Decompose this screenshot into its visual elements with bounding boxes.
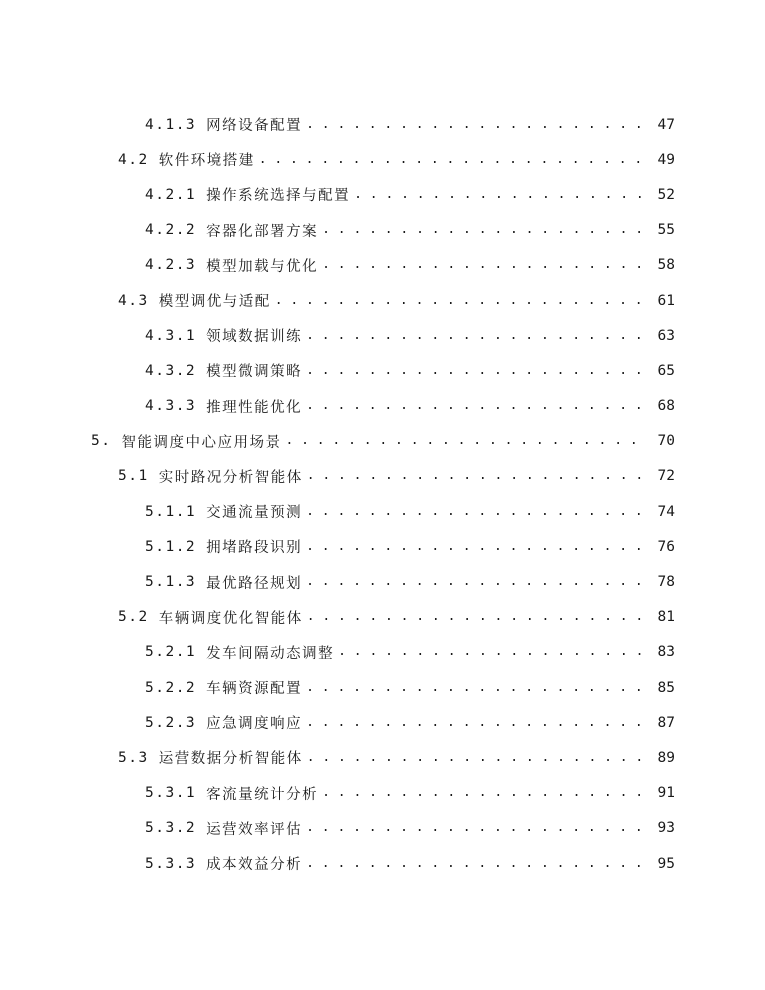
toc-entry-title: 智能调度中心应用场景 bbox=[121, 434, 282, 451]
toc-entry-number: 5.3.2 bbox=[145, 820, 197, 837]
toc-entry-title: 车辆调度优化智能体 bbox=[158, 610, 303, 627]
toc-dot-leader bbox=[259, 151, 645, 169]
toc-entry-page: 87 bbox=[657, 714, 675, 731]
toc-entry-title: 推理性能优化 bbox=[206, 399, 303, 416]
toc-entry-title: 软件环境搭建 bbox=[158, 153, 255, 170]
toc-entry-number: 5. bbox=[91, 433, 112, 450]
toc-entry[interactable] bbox=[0, 283, 765, 318]
toc-dot-leader bbox=[338, 643, 645, 661]
toc-dot-leader bbox=[306, 714, 645, 732]
toc-entry-title: 运营数据分析智能体 bbox=[158, 751, 303, 768]
toc-entry-number: 5.1.2 bbox=[145, 538, 197, 555]
toc-entry-page: 55 bbox=[657, 222, 675, 239]
toc-entry-page: 83 bbox=[657, 644, 675, 661]
toc-entry-page: 81 bbox=[657, 609, 675, 626]
toc-entry[interactable] bbox=[0, 494, 765, 529]
toc-entry-number: 4.3.3 bbox=[145, 398, 197, 415]
toc-entry[interactable] bbox=[0, 600, 765, 635]
toc-entry[interactable] bbox=[0, 740, 765, 775]
toc-entry-page: 76 bbox=[657, 538, 675, 555]
toc-dot-leader bbox=[285, 432, 645, 450]
toc-entry-page: 52 bbox=[657, 186, 675, 203]
toc-entry-title: 车辆资源配置 bbox=[206, 681, 303, 698]
toc-entry-page: 63 bbox=[657, 327, 675, 344]
toc-entry-page: 72 bbox=[657, 468, 675, 485]
toc-entry-page: 85 bbox=[657, 679, 675, 696]
toc-entry-number: 4.2.1 bbox=[145, 186, 197, 203]
toc-dot-leader bbox=[306, 362, 645, 380]
toc-entry[interactable] bbox=[0, 389, 765, 424]
toc-entry-title: 领域数据训练 bbox=[206, 329, 303, 346]
toc-dot-leader bbox=[306, 855, 645, 873]
toc-dot-leader bbox=[306, 538, 645, 556]
toc-entry-title: 成本效益分析 bbox=[206, 857, 303, 874]
toc-entry[interactable] bbox=[0, 353, 765, 388]
toc-entry[interactable] bbox=[0, 529, 765, 564]
toc-entry-number: 5.2.3 bbox=[145, 714, 197, 731]
toc-entry-title: 拥堵路段识别 bbox=[206, 540, 303, 557]
toc-dot-leader bbox=[306, 503, 645, 521]
toc-entry-number: 4.2.3 bbox=[145, 257, 197, 274]
toc-entry-page: 58 bbox=[657, 257, 675, 274]
toc-entry-page: 91 bbox=[657, 785, 675, 802]
table-of-contents bbox=[0, 107, 765, 881]
toc-entry-title: 操作系统选择与配置 bbox=[206, 188, 351, 205]
toc-entry-page: 47 bbox=[657, 116, 675, 133]
toc-entry-title: 交通流量预测 bbox=[206, 505, 303, 522]
toc-entry-number: 4.3.1 bbox=[145, 327, 197, 344]
toc-entry-page: 65 bbox=[657, 362, 675, 379]
toc-entry[interactable] bbox=[0, 248, 765, 283]
toc-entry-number: 4.2.2 bbox=[145, 222, 197, 239]
toc-entry-page: 61 bbox=[657, 292, 675, 309]
toc-dot-leader bbox=[307, 467, 645, 485]
toc-entry-page: 95 bbox=[657, 855, 675, 872]
toc-entry[interactable] bbox=[0, 107, 765, 142]
toc-dot-leader bbox=[306, 116, 645, 134]
toc-entry-title: 运营效率评估 bbox=[206, 821, 303, 838]
toc-dot-leader bbox=[307, 608, 645, 626]
toc-entry-title: 容器化部署方案 bbox=[206, 223, 319, 240]
toc-entry[interactable] bbox=[0, 564, 765, 599]
toc-entry[interactable] bbox=[0, 670, 765, 705]
toc-dot-leader bbox=[322, 784, 645, 802]
toc-entry-title: 客流量统计分析 bbox=[206, 786, 319, 803]
toc-entry-page: 68 bbox=[657, 398, 675, 415]
toc-dot-leader bbox=[354, 186, 645, 204]
toc-entry[interactable] bbox=[0, 213, 765, 248]
toc-entry-page: 70 bbox=[657, 433, 675, 450]
toc-entry-number: 5.1 bbox=[118, 468, 149, 485]
toc-entry-number: 4.2 bbox=[118, 151, 149, 168]
toc-entry-title: 模型微调策略 bbox=[206, 364, 303, 381]
toc-entry-number: 5.2 bbox=[118, 609, 149, 626]
toc-entry-page: 93 bbox=[657, 820, 675, 837]
toc-dot-leader bbox=[306, 397, 645, 415]
toc-entry-number: 5.2.1 bbox=[145, 644, 197, 661]
toc-entry[interactable] bbox=[0, 318, 765, 353]
toc-entry-title: 模型加载与优化 bbox=[206, 258, 319, 275]
toc-entry-title: 应急调度响应 bbox=[206, 716, 303, 733]
toc-entry-number: 5.2.2 bbox=[145, 679, 197, 696]
toc-entry-title: 模型调优与适配 bbox=[158, 294, 271, 311]
toc-dot-leader bbox=[306, 327, 645, 345]
toc-entry[interactable] bbox=[0, 459, 765, 494]
toc-dot-leader bbox=[322, 221, 645, 239]
toc-entry-number: 5.1.1 bbox=[145, 503, 197, 520]
toc-entry-number: 5.3.3 bbox=[145, 855, 197, 872]
toc-dot-leader bbox=[306, 573, 645, 591]
toc-entry-title: 发车间隔动态调整 bbox=[206, 645, 335, 662]
toc-entry-number: 5.3.1 bbox=[145, 785, 197, 802]
toc-dot-leader bbox=[307, 749, 645, 767]
toc-entry[interactable] bbox=[0, 811, 765, 846]
toc-entry-page: 89 bbox=[657, 749, 675, 766]
toc-dot-leader bbox=[322, 256, 645, 274]
toc-entry[interactable] bbox=[0, 424, 765, 459]
toc-dot-leader bbox=[306, 819, 645, 837]
toc-entry-number: 5.3 bbox=[118, 749, 149, 766]
toc-entry-page: 74 bbox=[657, 503, 675, 520]
toc-dot-leader bbox=[306, 679, 645, 697]
toc-entry[interactable] bbox=[0, 142, 765, 177]
toc-entry-number: 5.1.3 bbox=[145, 574, 197, 591]
toc-entry-title: 最优路径规划 bbox=[206, 575, 303, 592]
toc-entry[interactable] bbox=[0, 776, 765, 811]
toc-entry-page: 78 bbox=[657, 574, 675, 591]
toc-entry[interactable] bbox=[0, 705, 765, 740]
toc-entry-title: 实时路况分析智能体 bbox=[158, 469, 303, 486]
toc-entry-page: 49 bbox=[657, 151, 675, 168]
toc-entry[interactable] bbox=[0, 635, 765, 670]
toc-entry-title: 网络设备配置 bbox=[206, 118, 303, 135]
toc-entry[interactable] bbox=[0, 846, 765, 881]
toc-entry[interactable] bbox=[0, 177, 765, 212]
toc-entry-number: 4.3 bbox=[118, 292, 149, 309]
toc-dot-leader bbox=[275, 292, 645, 310]
toc-entry-number: 4.1.3 bbox=[145, 116, 197, 133]
toc-entry-number: 4.3.2 bbox=[145, 362, 197, 379]
